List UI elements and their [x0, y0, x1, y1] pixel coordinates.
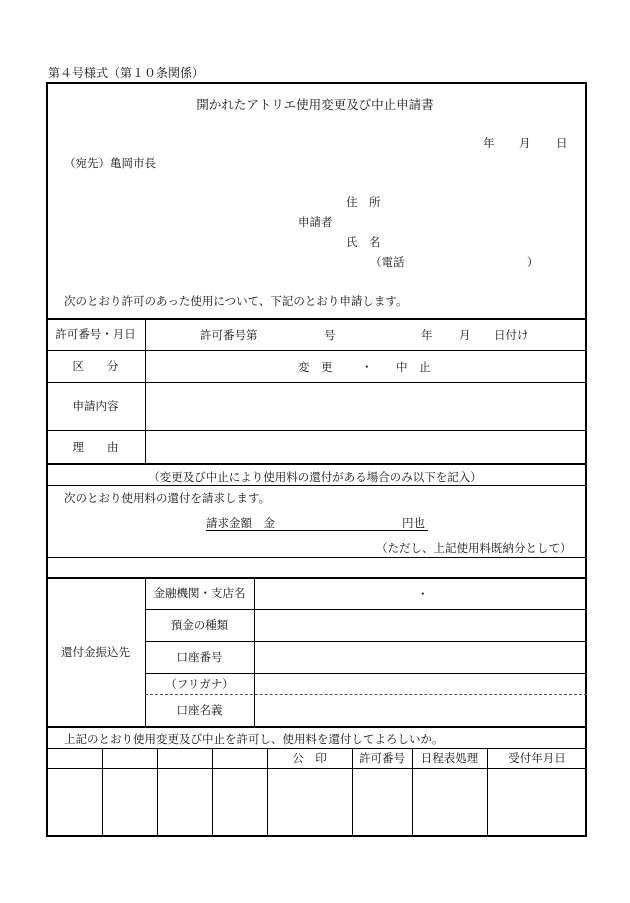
divider — [212, 748, 213, 837]
account-number-label: 口座番号 — [176, 650, 223, 664]
refund-note: （変更及び中止により使用料の還付がある場合のみ以下を記入） — [148, 470, 482, 484]
category-cancel: 中 止 — [396, 360, 431, 374]
amount-underline — [206, 530, 428, 531]
permit-dated: 日付け — [494, 328, 529, 342]
deposit-type-label: 預金の種類 — [170, 618, 229, 632]
divider — [254, 577, 255, 726]
permit-number-suffix: 号 — [324, 328, 336, 342]
divider — [102, 748, 103, 837]
applicant-address-label: 住 所 — [346, 195, 381, 209]
bank-institution-label: 金融機関・支店名 — [153, 586, 246, 600]
divider — [46, 485, 587, 486]
applicant-phone-open: （電話 — [370, 255, 405, 269]
divider — [46, 768, 587, 769]
applicant-name-label: 氏 名 — [346, 235, 381, 249]
approval-header-received-date: 受付年月日 — [508, 751, 566, 765]
content-label: 申請内容 — [72, 399, 119, 413]
form-number-label: 第４号様式（第１０条関係） — [48, 66, 205, 80]
refund-request: 次のとおり使用料の還付を請求します。 — [64, 491, 271, 505]
approval-header-seal: 公 印 — [292, 751, 327, 765]
category-label: 区 分 — [72, 359, 119, 373]
permit-month: 月 — [459, 328, 471, 342]
addressee: （宛先）亀岡市長 — [64, 156, 156, 170]
divider — [46, 557, 587, 558]
intro-text: 次のとおり許可のあった使用について、下記のとおり申請します。 — [64, 294, 408, 308]
refund-amount-unit: 円也 — [402, 516, 425, 530]
refund-proviso: （ただし、上記使用料既納分として） — [376, 541, 572, 555]
category-dot: ・ — [361, 360, 373, 374]
divider — [46, 463, 587, 465]
divider — [145, 318, 146, 464]
category-change: 変 更 — [298, 360, 333, 374]
approval-statement: 上記のとおり使用変更及び中止を許可し、使用料を還付してよろしいか。 — [64, 732, 444, 746]
permit-label: 許可番号・月日 — [55, 327, 136, 341]
account-name-label: 口座名義 — [176, 703, 223, 717]
bank-section-label: 還付金振込先 — [61, 644, 130, 659]
refund-amount-label: 請求金額 金 — [206, 516, 275, 530]
applicant-phone-close: ） — [527, 255, 539, 269]
permit-year: 年 — [421, 328, 433, 342]
bank-institution-dot: ・ — [417, 587, 429, 601]
approval-header-schedule: 日程表処理 — [420, 751, 479, 765]
applicant-label: 申請者 — [298, 215, 333, 229]
form-title: 開かれたアトリエ使用変更及び中止申請書 — [196, 97, 434, 112]
approval-header-permit-number: 許可番号 — [359, 751, 405, 765]
furigana-label: （フリガナ） — [165, 676, 234, 691]
divider — [157, 748, 158, 837]
permit-number-prefix: 許可番号第 — [200, 328, 258, 342]
divider — [46, 726, 587, 728]
date-month: 月 — [519, 136, 531, 150]
reason-label: 理 由 — [72, 439, 119, 454]
date-year: 年 — [483, 136, 495, 150]
date-day: 日 — [556, 136, 568, 150]
